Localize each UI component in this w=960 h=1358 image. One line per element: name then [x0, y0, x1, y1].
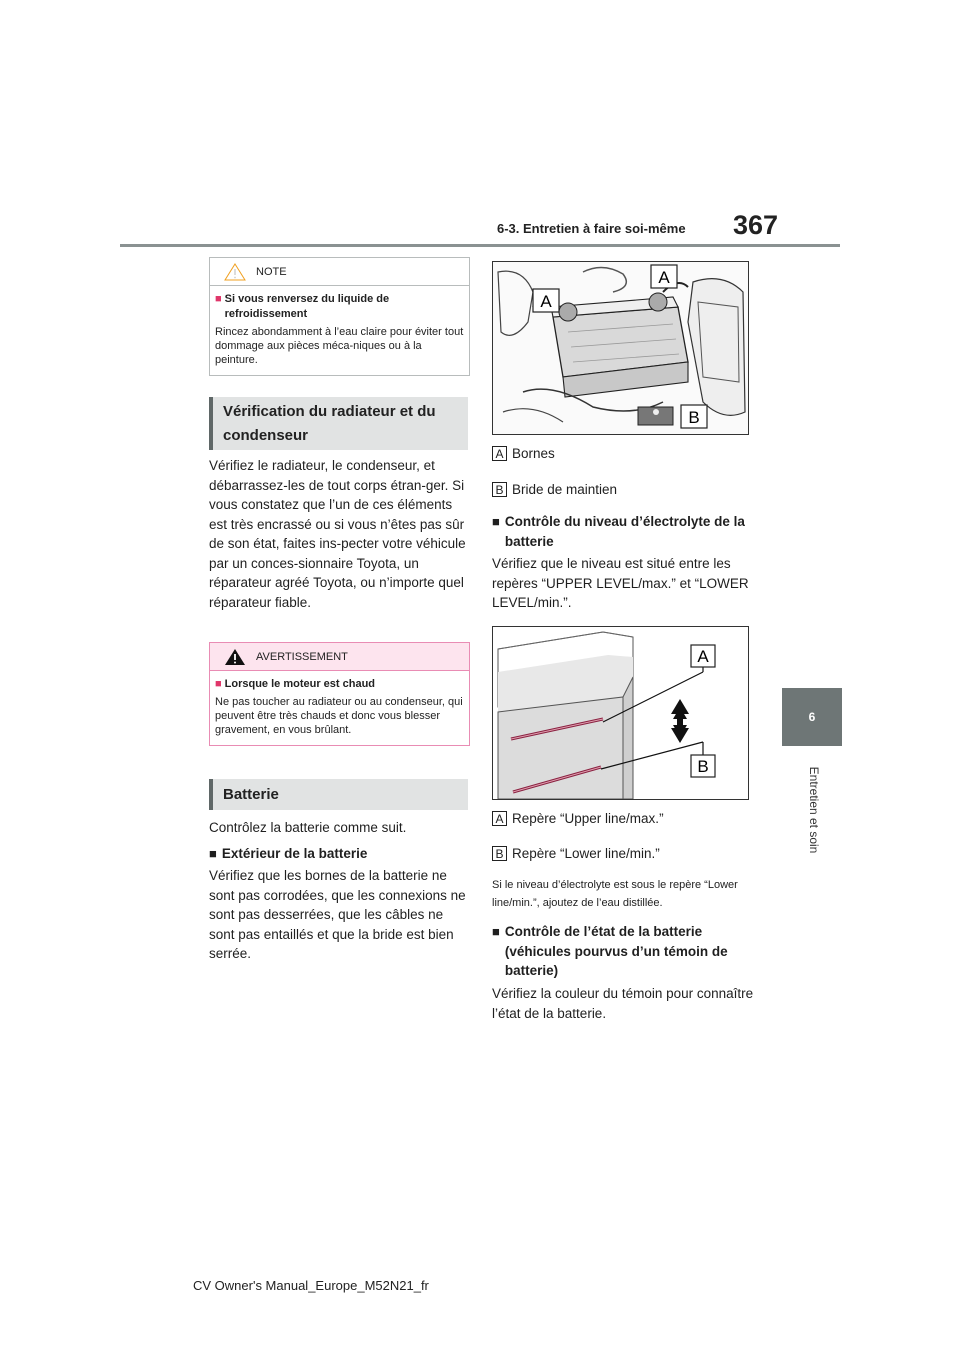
radiator-paragraph: Vérifiez le radiateur, le condenseur, et débarrassez-les de tout corps étran-ger. Si vous constatez que l’un de ces éléments est très encrassé ou si vous n’êtes pas sûr de son état, faites ins-pecter votre véhicule par un conces-sionnaire Toyota, un réparateur agréé Toyota, ou n’importe quel réparateur fiable. [209, 458, 466, 610]
battery-photo-figure [492, 261, 749, 435]
header-rule [120, 244, 840, 247]
legend-key: A [492, 811, 507, 826]
electrolyte-level-illustration [493, 627, 748, 799]
warning-triangle-icon [224, 648, 246, 666]
legend-text: Bride de maintien [512, 482, 618, 497]
electrolyte-bullet [492, 512, 754, 551]
note-box [209, 257, 470, 376]
square-bullet-icon: ■ [492, 924, 500, 939]
legend-key: B [492, 846, 507, 861]
note-title: Si vous renversez du liquide de refroidissement [224, 293, 390, 320]
condition-title: Contrôle de l’état de la batterie (véhicules pourvus d’un témoin de batterie) [504, 924, 728, 978]
warning-box-header [210, 643, 469, 671]
exterior-paragraph: Vérifiez que les bornes de la batterie ne sont pas corrodées, que les connexions ne sont pas desserrées, que les câbles ne sont pas entaillés et que la bride est bien serrée. [209, 868, 466, 961]
legend-text: Bornes [512, 446, 555, 461]
figure1-label-b: B [688, 408, 700, 427]
note-box-header [210, 258, 469, 286]
condition-paragraph: Vérifiez la couleur du témoin pour connaître l’état de la batterie. [492, 986, 754, 1021]
square-bullet-icon: ■ [215, 293, 222, 305]
legend-row-bornes [492, 446, 555, 461]
battery-section-heading [209, 779, 468, 810]
legend-row-lower [492, 846, 660, 861]
figure1-label-a-left: A [540, 292, 552, 311]
chapter-tab[interactable]: 6 [782, 688, 842, 746]
figure2-label-a: A [697, 647, 709, 666]
footer-manual-id: CV Owner's Manual_Europe_M52N21_fr [193, 1278, 429, 1293]
square-bullet-icon: ■ [492, 514, 500, 529]
legend-key: A [492, 446, 507, 461]
note-text: Rincez abondamment à l’eau claire pour éviter tout dommage aux pièces méca-niques ou à la peinture. [215, 326, 464, 366]
exterior-title: Extérieur de la batterie [221, 846, 368, 861]
battery-intro: Contrôlez la batterie comme suit. [209, 820, 407, 835]
electrolyte-paragraph: Vérifiez que le niveau est situé entre les repères “UPPER LEVEL/max.” et “LOWER LEVEL/min.”. [492, 556, 749, 610]
figure2-label-b: B [697, 757, 709, 776]
note-heading: NOTE [256, 265, 287, 278]
legend-key: B [492, 482, 507, 497]
legend-row-bride [492, 482, 617, 497]
condition-bullet [492, 922, 754, 981]
square-bullet-icon: ■ [209, 846, 217, 861]
section-header: 6-3. Entretien à faire soi-même [497, 221, 686, 236]
legend-text: Repère “Lower line/min.” [512, 846, 660, 861]
distilled-water-note: Si le niveau d’électrolyte est sous le repère “Lower line/min.”, ajoutez de l’eau distillée. [492, 879, 738, 909]
electrolyte-title: Contrôle du niveau d’électrolyte de la batterie [504, 514, 745, 549]
page-number: 367 [733, 210, 779, 240]
figure1-label-a-right: A [658, 268, 670, 287]
battery-heading-text: Batterie [223, 786, 279, 803]
exterior-bullet [209, 844, 468, 864]
legend-text: Repère “Upper line/max.” [512, 811, 664, 826]
warning-text: Ne pas toucher au radiateur ou au condenseur, qui peuvent être très chauds et donc vous blesser gravement, en vous brûlant. [215, 696, 463, 736]
warning-box [209, 642, 470, 746]
square-bullet-icon: ■ [215, 678, 222, 690]
radiator-section-heading [209, 397, 468, 450]
warning-title: Lorsque le moteur est chaud [224, 678, 376, 690]
chapter-tab-label: Entretien et soin [807, 766, 821, 854]
legend-row-upper [492, 811, 664, 826]
battery-engine-illustration [493, 262, 748, 434]
warning-heading: AVERTISSEMENT [256, 650, 348, 663]
electrolyte-level-figure [492, 626, 749, 800]
caution-triangle-icon [224, 263, 246, 281]
radiator-heading-text: Vérification du radiateur et du condenseur [223, 402, 436, 444]
